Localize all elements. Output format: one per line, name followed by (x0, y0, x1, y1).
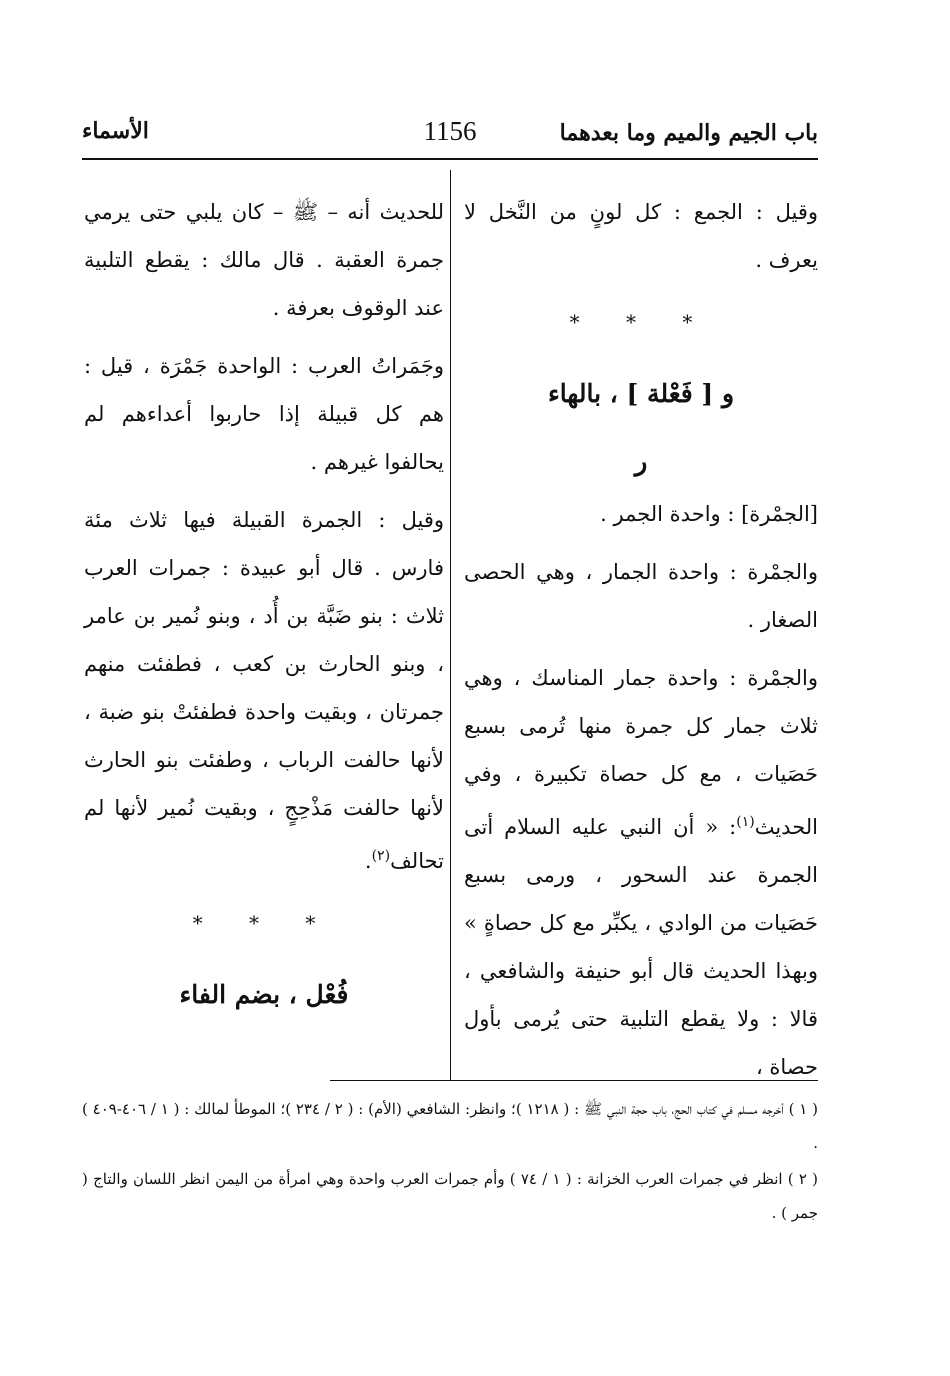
footnote-ref: (١) (736, 814, 755, 830)
paragraph (464, 654, 818, 1091)
left-column (84, 188, 444, 1039)
paragraph-text: والجمْرة : واحدة جمار المناسك ، وهي ثلاث جمار كل جمرة منها تُرمى بسبع حَصَيات ، مع كل حصاة تكبيرة ، وفي الحديث (464, 666, 818, 839)
paragraph: وقيل : الجمع : كل لونٍ من النَّخل لا يعرف . (464, 200, 818, 272)
letter-heading: ر (634, 447, 648, 477)
paragraph-text: : « أن النبي عليه السلام أتى الجمرة عند السحور ، ورمى بسبع حَصَيات من الوادي ، يكبِّر مع كل حصاةٍ » وبهذا الحديث قال أبو حنيفة والشافعي ، قالا : ولا يقطع التلبية حتى يُرمى بأول حصاة ، (464, 815, 818, 1079)
paragraph: [الجمْرة] : واحدة الجمر . (600, 502, 818, 526)
paragraph: وجَمَراتُ العرب : الواحدة جَمْرَة ، قيل : هم كل قبيلة إذا حاربوا أعداءهم لم يحالفوا غيرهم . (84, 354, 444, 474)
paragraph (84, 496, 444, 885)
paragraph-text: وقيل : الجمرة القبيلة فيها ثلاث مئة فارس . قال أبو عبيدة : جمرات العرب ثلاث : بنو ضَبَّة بن أُد ، وبنو نُمير بن عامر ، وبنو الحارث بن كعب ، فطفئت منهم جمرتان ، وبقيت واحدة فطفئتْ بنو ضبة ، لأنها حالفت الرباب ، وطفئت بنو الحارث لأنها حالفت مَذْحِجٍ ، وبقيت نُمير لأنها لم تحالف (84, 508, 444, 873)
section-divider-stars: * * * (569, 310, 713, 334)
paragraph: للحديث أنه – ﷺ – كان يلبي حتى يرمي جمرة العقبة . قال مالك : يقطع التلبية عند الوقوف بعرفة . (84, 200, 444, 320)
footnotes (82, 1092, 818, 1232)
paragraph: والجمْرة : واحدة الجمار ، وهي الحصى الصغار . (464, 560, 818, 632)
section-heading: و [ فَعْلة ] ، بالهاء (547, 379, 735, 408)
page-number: 1156 (423, 116, 477, 146)
footnote-ref: (٢) (371, 848, 391, 864)
column-divider (450, 170, 451, 1080)
section-divider-stars: * * * (192, 911, 336, 935)
section-heading: فُعْل ، بضم الفاء (179, 980, 349, 1009)
footnote-1: ( ١ ) أخرجه مسلم في كتاب الحج، باب حجة النبي ﷺ : ( ١٢١٨ )؛ وانظر: الشافعي (الأم) : ( ٢ / ٢٣٤ )؛ الموطأ لمالك : ( ١ / ٤٠٦-٤٠٩ ) . (82, 1100, 819, 1152)
footnote-rule (330, 1080, 818, 1081)
page-header (82, 114, 818, 154)
header-rule (82, 158, 818, 160)
paragraph-end: . (364, 849, 372, 873)
right-column (464, 188, 818, 1101)
chapter-title: باب الجيم والميم وما بعدهما (559, 120, 818, 146)
section-title: الأسماء (82, 118, 149, 144)
footnote-2: ( ٢ ) انظر في جمرات العرب الخزانة : ( ١ / ٧٤ ) وأم جمرات العرب واحدة وهي امرأة من اليمن انظر اللسان والتاج ( جمر ) . (82, 1170, 818, 1222)
